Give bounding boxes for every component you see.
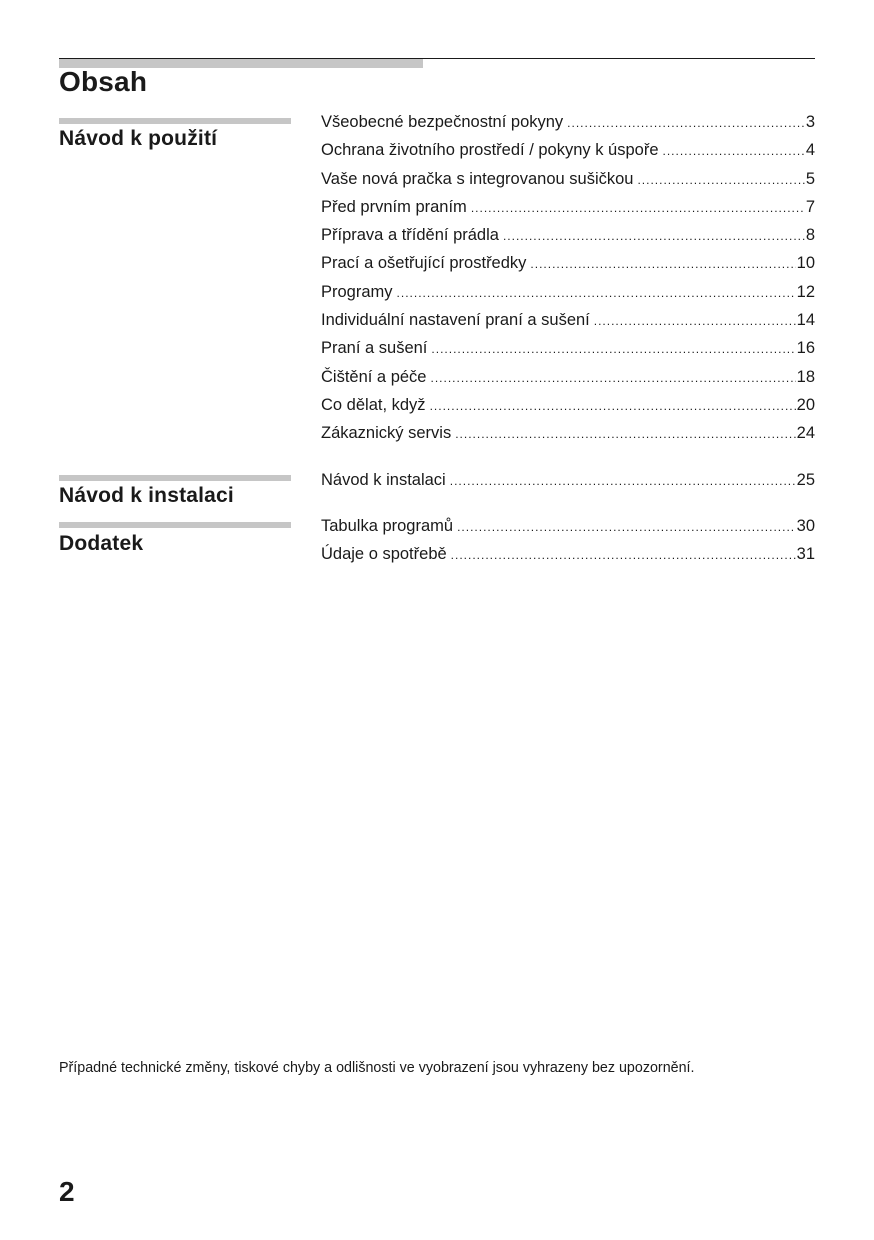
toc-entry-page: 3: [805, 113, 815, 131]
toc-leader-dots: [567, 116, 805, 130]
toc-entry-page: 4: [805, 141, 815, 160]
toc-entry-label: Co dělat, když: [321, 395, 426, 414]
toc-entry-page: 31: [796, 545, 815, 564]
section-heading-usage: Návod k použití: [59, 127, 218, 150]
toc-list-installation: [321, 471, 815, 499]
toc-leader-dots: [430, 371, 795, 385]
toc-leader-dots: [430, 399, 796, 413]
toc-entry[interactable]: [321, 368, 815, 396]
toc-entry[interactable]: [321, 283, 815, 311]
toc-entry-label: Návod k instalaci: [321, 471, 446, 489]
toc-entry-page: 24: [796, 424, 815, 443]
toc-entry-page: 18: [796, 367, 815, 386]
toc-leader-dots: [455, 427, 795, 441]
toc-entry-page: 14: [796, 311, 815, 330]
toc-entry-label: Praní a sušení: [321, 339, 428, 358]
toc-entry[interactable]: [321, 424, 815, 452]
page-number: 2: [59, 1176, 75, 1207]
toc-entry[interactable]: [321, 113, 815, 141]
toc-entry-label: Zákaznický servis: [321, 424, 452, 443]
toc-entry-label: Ochrana životního prostředí / pokyny k úspoře: [321, 141, 659, 160]
toc-entry-page: 30: [796, 517, 815, 535]
toc-list-appendix: [321, 517, 815, 574]
toc-entry-page: 5: [805, 169, 815, 188]
toc-entry[interactable]: [321, 311, 815, 339]
section-heading-appendix: Dodatek: [59, 532, 144, 555]
section-heading-installation: Návod k instalaci: [59, 484, 234, 507]
toc-entry-label: Všeobecné bezpečnostní pokyny: [321, 113, 564, 131]
toc-leader-dots: [471, 201, 805, 215]
toc-entry[interactable]: [321, 170, 815, 198]
toc-entry-label: Vaše nová pračka s integrovanou sušičkou: [321, 169, 634, 188]
toc-entry-label: Čištění a péče: [321, 367, 427, 386]
toc-entry[interactable]: [321, 471, 815, 499]
toc-entry-label: Programy: [321, 282, 393, 301]
toc-entry[interactable]: [321, 339, 815, 367]
toc-leader-dots: [637, 173, 804, 187]
toc-leader-dots: [530, 257, 795, 271]
toc-entry[interactable]: [321, 226, 815, 254]
toc-entry-page: 7: [805, 197, 815, 216]
toc-entry-page: 12: [796, 282, 815, 301]
toc-entry-label: Před prvním praním: [321, 197, 467, 216]
toc-list-usage: [321, 113, 815, 453]
toc-leader-dots: [457, 520, 796, 534]
toc-entry-label: Údaje o spotřebě: [321, 545, 447, 564]
toc-leader-dots: [397, 286, 796, 300]
toc-leader-dots: [431, 342, 795, 356]
toc-entry[interactable]: [321, 254, 815, 282]
toc-entry[interactable]: [321, 396, 815, 424]
section-bar-usage: [59, 118, 291, 124]
toc-leader-dots: [503, 229, 805, 243]
toc-entry-page: 8: [805, 226, 815, 245]
toc-entry-page: 10: [796, 254, 815, 273]
toc-entry-label: Tabulka programů: [321, 517, 454, 535]
toc-entry-page: 20: [796, 395, 815, 414]
section-bar-appendix: [59, 522, 291, 528]
toc-entry-page: 16: [796, 339, 815, 358]
disclaimer-footnote: Případné technické změny, tiskové chyby a odlišnosti ve vyobrazení jsou vyhrazeny bez upozornění.: [59, 1060, 695, 1076]
toc-entry-label: Individuální nastavení praní a sušení: [321, 311, 590, 330]
toc-leader-dots: [451, 548, 796, 562]
toc-leader-dots: [594, 314, 796, 328]
page-title: Obsah: [59, 66, 148, 97]
toc-entry[interactable]: [321, 198, 815, 226]
toc-entry[interactable]: [321, 545, 815, 573]
section-bar-installation: [59, 475, 291, 481]
toc-leader-dots: [663, 144, 805, 158]
toc-entry-label: Příprava a třídění prádla: [321, 226, 499, 245]
toc-leader-dots: [450, 474, 796, 488]
toc-entry-label: Prací a ošetřující prostředky: [321, 254, 527, 273]
toc-entry[interactable]: [321, 141, 815, 169]
toc-entry[interactable]: [321, 517, 815, 545]
toc-entry-page: 25: [796, 471, 815, 489]
